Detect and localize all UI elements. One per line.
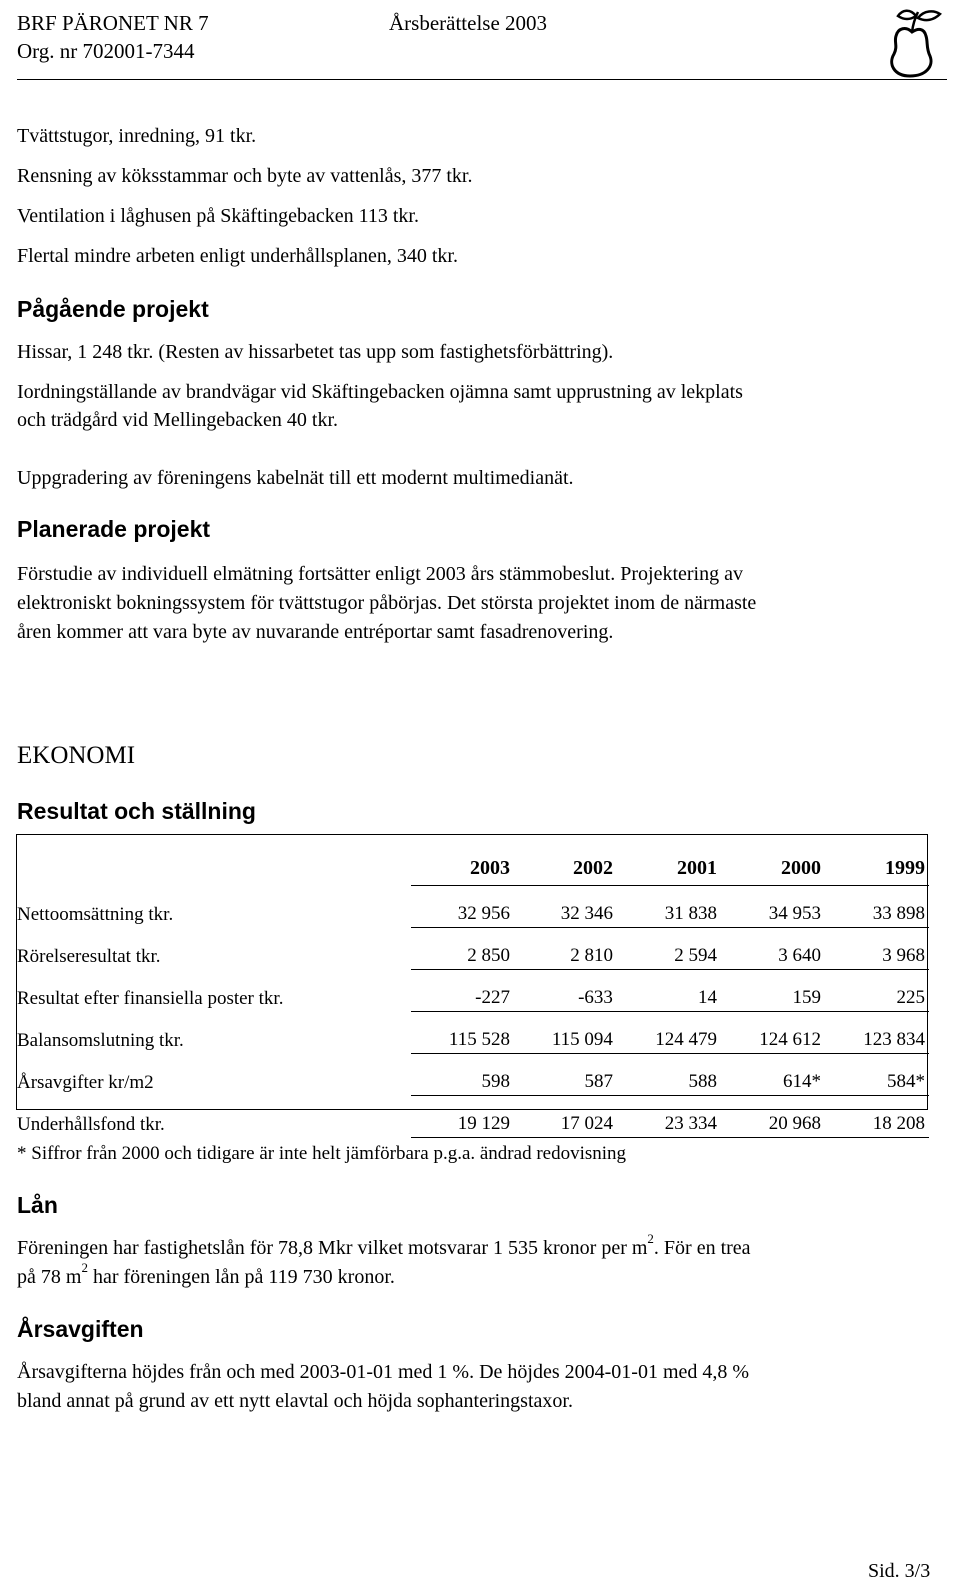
year-header: 2003 [411, 834, 514, 886]
table-row [17, 928, 929, 970]
section-heading-loans: Lån [17, 1192, 58, 1218]
row-label: Underhållsfond tkr. [17, 1113, 165, 1135]
economy-subheading: Resultat och ställning [17, 798, 256, 824]
cell-value: 3 968 [825, 928, 929, 970]
header-rule [17, 79, 947, 80]
planned-line-2: elektroniskt bokningssystem för tvättstugor påbörjas. Det största projektet inom de närmaste [17, 592, 757, 614]
planned-line-1: Förstudie av individuell elmätning fortsätter enligt 2003 års stämmobeslut. Projektering av [17, 563, 743, 585]
year-header: 2000 [721, 834, 825, 886]
report-title: Årsberättelse 2003 [389, 11, 548, 35]
year-header: 1999 [825, 834, 929, 886]
year-header: 2002 [514, 834, 617, 886]
page-number: Sid. 3/3 [868, 1560, 931, 1582]
completed-item: Flertal mindre arbeten enligt underhållsplanen, 340 tkr. [17, 245, 458, 267]
cell-value: 23 334 [617, 1096, 721, 1138]
row-label: Årsavgifter kr/m2 [17, 1071, 154, 1093]
org-name: BRF PÄRONET NR 7 [17, 11, 209, 35]
completed-item: Tvättstugor, inredning, 91 tkr. [17, 125, 257, 147]
table-row [17, 1096, 929, 1138]
cell-value: 20 968 [721, 1096, 825, 1138]
cell-value: 2 850 [411, 928, 514, 970]
cell-value: 3 640 [721, 928, 825, 970]
cell-value: 18 208 [825, 1096, 929, 1138]
cell-value: 19 129 [411, 1096, 514, 1138]
cell-value: 598 [411, 1054, 514, 1096]
cell-value: 2 594 [617, 928, 721, 970]
section-heading-planned: Planerade projekt [17, 516, 211, 542]
ongoing-paragraph-3: Uppgradering av föreningens kabelnät till ett modernt multimedianät. [17, 467, 574, 489]
row-label: Rörelseresultat tkr. [17, 945, 161, 967]
fees-line-2: bland annat på grund av ett nytt elavtal och höjda sophanteringstaxor. [17, 1390, 573, 1412]
table-row [17, 970, 929, 1012]
cell-value: 584* [825, 1054, 929, 1096]
year-header: 2001 [617, 834, 721, 886]
cell-value: 32 956 [411, 886, 514, 928]
table-row [17, 886, 929, 928]
completed-item: Ventilation i låghusen på Skäftingebacken 113 tkr. [17, 205, 419, 227]
cell-value: 34 953 [721, 886, 825, 928]
fees-line-1: Årsavgifterna höjdes från och med 2003-01-01 med 1 %. De höjdes 2004-01-01 med 4,8 % [17, 1361, 750, 1383]
cell-value: 124 479 [617, 1012, 721, 1054]
cell-value: 2 810 [514, 928, 617, 970]
cell-value: 588 [617, 1054, 721, 1096]
cell-value: -227 [411, 970, 514, 1012]
cell-value: 31 838 [617, 886, 721, 928]
cell-value: -633 [514, 970, 617, 1012]
ongoing-paragraph-2-line-2: och trädgård vid Mellingebacken 40 tkr. [17, 409, 339, 431]
page-header [17, 6, 947, 80]
row-label: Nettoomsättning tkr. [17, 903, 174, 925]
row-label: Balansomslutning tkr. [17, 1029, 184, 1051]
financial-table [17, 834, 929, 1138]
cell-value: 32 346 [514, 886, 617, 928]
row-label: Resultat efter finansiella poster tkr. [17, 987, 284, 1009]
cell-value: 123 834 [825, 1012, 929, 1054]
loans-line-2: på 78 $m^2$ har föreningen lån på 119 730 kronor. [17, 1260, 395, 1288]
cell-value: 115 528 [411, 1012, 514, 1054]
cell-value: 115 094 [514, 1012, 617, 1054]
completed-item: Rensning av köksstammar och byte av vattenlås, 377 tkr. [17, 165, 473, 187]
section-heading-ongoing: Pågående projekt [17, 296, 209, 322]
economy-heading: EKONOMI [17, 742, 136, 769]
ongoing-paragraph-2-line-1: Iordningställande av brandvägar vid Skäftingebacken ojämna samt upprustning av lekplats [17, 381, 743, 403]
planned-line-3: åren kommer att vara byte av nuvarande entréportar samt fasadrenovering. [17, 621, 614, 643]
table-footnote: * Siffror från 2000 och tidigare är inte helt jämförbara p.g.a. ändrad redovisning [17, 1143, 627, 1164]
pear-logo-icon [876, 6, 948, 80]
cell-value: 225 [825, 970, 929, 1012]
table-row [17, 1012, 929, 1054]
cell-value: 587 [514, 1054, 617, 1096]
cell-value: 614* [721, 1054, 825, 1096]
cell-value: 17 024 [514, 1096, 617, 1138]
cell-value: 14 [617, 970, 721, 1012]
table-row [17, 1054, 929, 1096]
org-number: Org. nr 702001-7344 [17, 39, 195, 63]
cell-value: 159 [721, 970, 825, 1012]
table-header-row [17, 834, 929, 886]
cell-value: 33 898 [825, 886, 929, 928]
loans-line-1: Föreningen har fastighetslån för 78,8 Mkr vilket motsvarar 1 535 kronor per $m^2$. För en trea [17, 1231, 751, 1259]
section-heading-fees: Årsavgiften [17, 1316, 144, 1342]
ongoing-paragraph-1: Hissar, 1 248 tkr. (Resten av hissarbetet tas upp som fastighetsförbättring). [17, 341, 614, 363]
cell-value: 124 612 [721, 1012, 825, 1054]
